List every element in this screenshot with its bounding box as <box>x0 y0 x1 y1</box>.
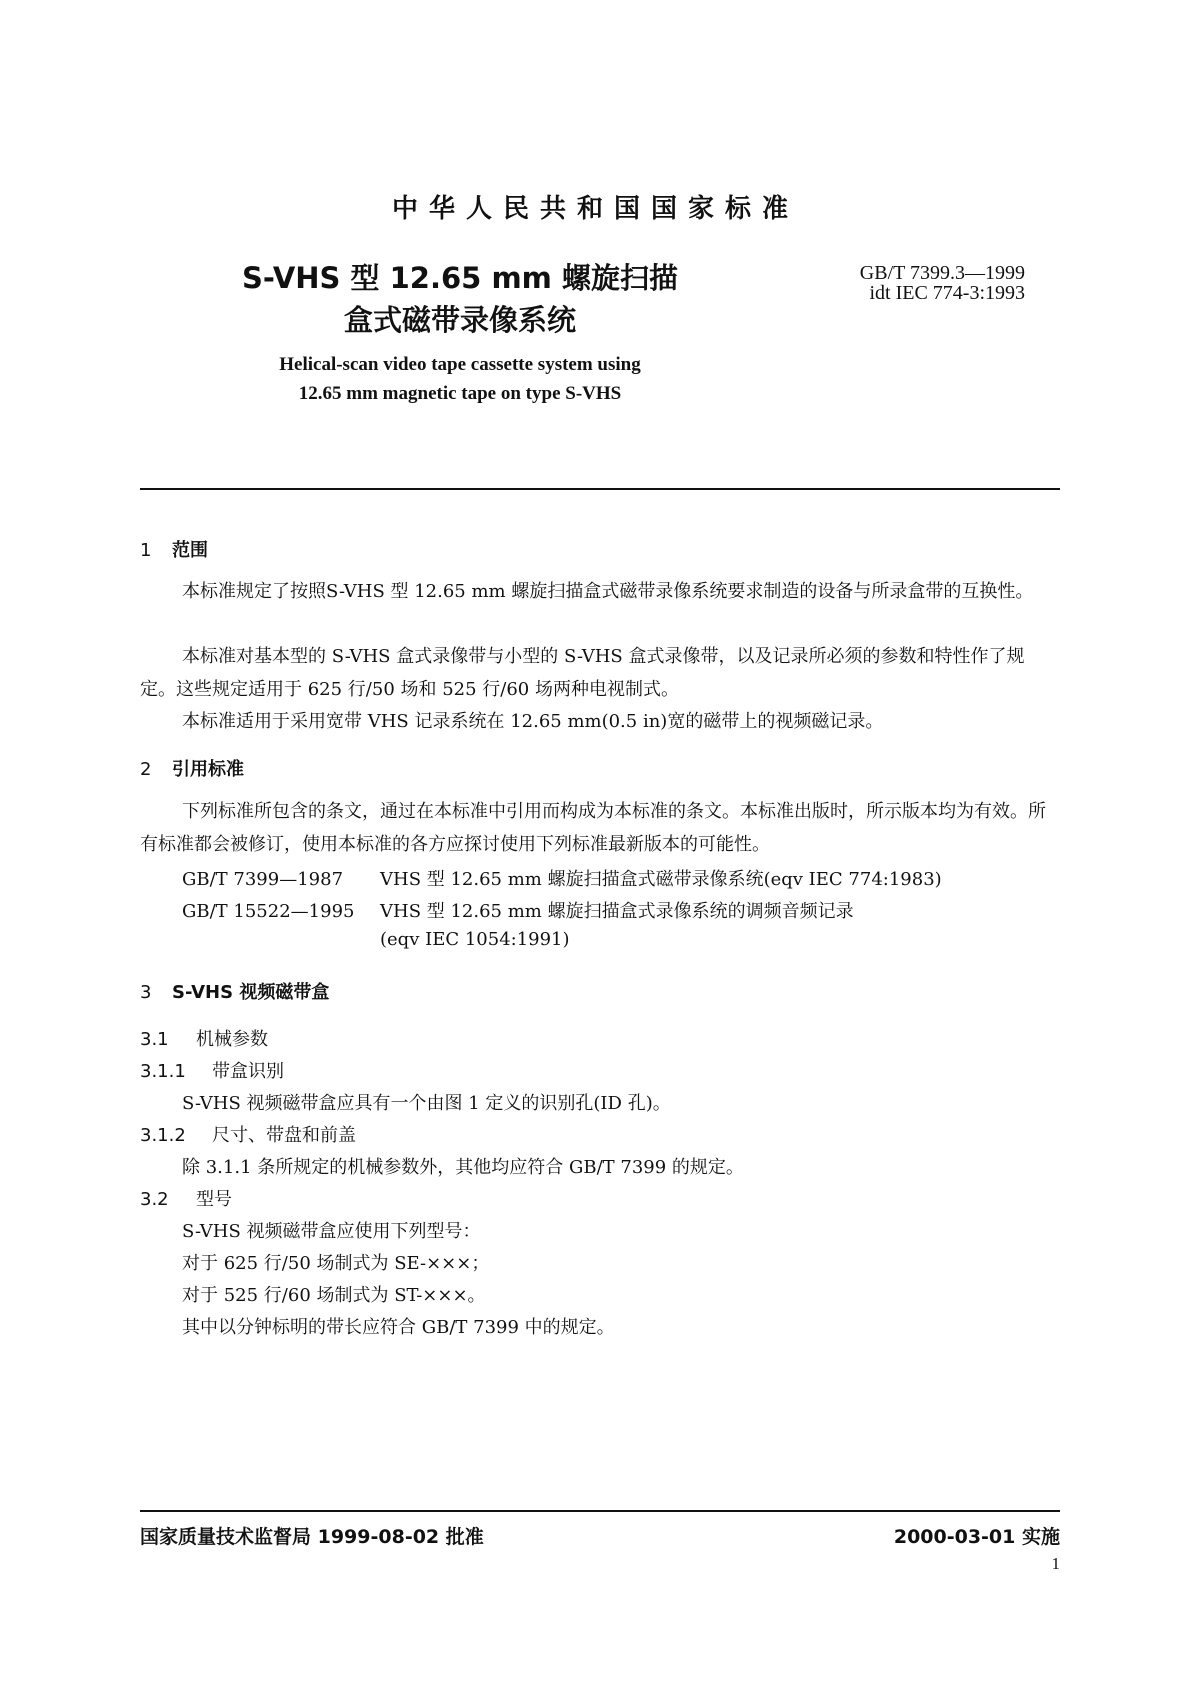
reference-continuation: (eqv IEC 1054:1991) <box>380 929 570 950</box>
chinese-title-line2: 盒式磁带录像系统 <box>343 303 576 337</box>
model-line: S-VHS 视频磁带盒应使用下列型号： <box>182 1221 481 1242</box>
section-title: S-VHS 视频磁带盒 <box>172 982 330 1003</box>
reference-item <box>182 897 854 923</box>
standard-number: GB/T 7399.3—1999 <box>859 262 1025 284</box>
subsection-number: 3.1 <box>140 1029 169 1050</box>
section-2-heading <box>140 755 244 781</box>
section-number: 3 <box>140 982 152 1003</box>
english-title-line2: 12.65 mm magnetic tape on type S-VHS <box>298 383 622 404</box>
reference-code: GB/T 15522—1995 <box>182 901 355 922</box>
reference-title: VHS 型 12.65 mm 螺旋扫描盒式磁带录像系统(eqv IEC 774:1983) <box>380 869 942 890</box>
effective-date: 2000-03-01 实施 <box>893 1526 1060 1548</box>
section-number: 2 <box>140 759 152 780</box>
subsection-title: 带盒识别 <box>212 1061 284 1082</box>
subsection-3-1-heading <box>140 1025 268 1051</box>
english-title-line1: Helical-scan video tape cassette system using <box>279 354 641 375</box>
model-line: 对于 625 行/50 场制式为 SE-×××； <box>182 1253 490 1274</box>
document-header: 中华人民共和国国家标准 <box>391 194 799 224</box>
model-line: 对于 525 行/60 场制式为 ST-×××。 <box>182 1285 486 1306</box>
reference-item <box>182 865 942 891</box>
approval-date: 国家质量技术监督局 1999-08-02 批准 <box>140 1526 484 1548</box>
section-1-paragraph-1: 本标准规定了按照S-VHS 型 12.65 mm 螺旋扫描盒式磁带录像系统要求制造的设备与所录盒带的互换性。 <box>182 581 1034 602</box>
reference-title: VHS 型 12.65 mm 螺旋扫描盒式录像系统的调频音频记录 <box>380 901 854 922</box>
page-number: 1 <box>1051 1554 1060 1573</box>
subsection-3-1-1-text: S-VHS 视频磁带盒应具有一个由图 1 定义的识别孔(ID 孔)。 <box>182 1093 671 1114</box>
subsection-title: 型号 <box>196 1189 232 1210</box>
subsection-3-1-1-heading <box>140 1057 284 1083</box>
subsection-number: 3.1.1 <box>140 1061 186 1082</box>
section-1-paragraph-2: 本标准对基本型的 S-VHS 盒式录像带与小型的 S-VHS 盒式录像带，以及记录所必须的参数和特性作了规定。这些规定适用于 625 行/50 场和 525 行/60 场两种电视制式。 <box>140 646 1025 700</box>
section-title: 引用标准 <box>172 759 244 780</box>
title-divider <box>140 488 1060 490</box>
subsection-title: 尺寸、带盘和前盖 <box>212 1125 356 1146</box>
section-3-heading <box>140 978 329 1004</box>
chinese-title-line1: S-VHS 型 12.65 mm 螺旋扫描 <box>242 261 678 295</box>
section-number: 1 <box>140 540 152 561</box>
subsection-3-1-2-heading <box>140 1121 356 1147</box>
subsection-number: 3.1.2 <box>140 1125 186 1146</box>
model-line: 其中以分钟标明的带长应符合 GB/T 7399 中的规定。 <box>182 1317 615 1338</box>
subsection-title: 机械参数 <box>196 1029 268 1050</box>
subsection-number: 3.2 <box>140 1189 169 1210</box>
section-1-heading <box>140 536 208 562</box>
subsection-3-1-2-text: 除 3.1.1 条所规定的机械参数外，其他均应符合 GB/T 7399 的规定。 <box>182 1157 744 1178</box>
reference-code: GB/T 7399—1987 <box>182 869 344 890</box>
footer-divider <box>140 1510 1060 1512</box>
section-2-paragraph-1: 下列标准所包含的条文，通过在本标准中引用而构成为本标准的条文。本标准出版时，所示版本均为有效。所有标准都会被修订，使用本标准的各方应探讨使用下列标准最新版本的可能性。 <box>140 801 1046 855</box>
section-title: 范围 <box>172 540 208 561</box>
section-1-paragraph-3: 本标准适用于采用宽带 VHS 记录系统在 12.65 mm(0.5 in)宽的磁带上的视频磁记录。 <box>182 711 884 732</box>
standard-equivalence: idt IEC 774-3:1993 <box>869 282 1025 304</box>
subsection-3-2-heading <box>140 1185 232 1211</box>
